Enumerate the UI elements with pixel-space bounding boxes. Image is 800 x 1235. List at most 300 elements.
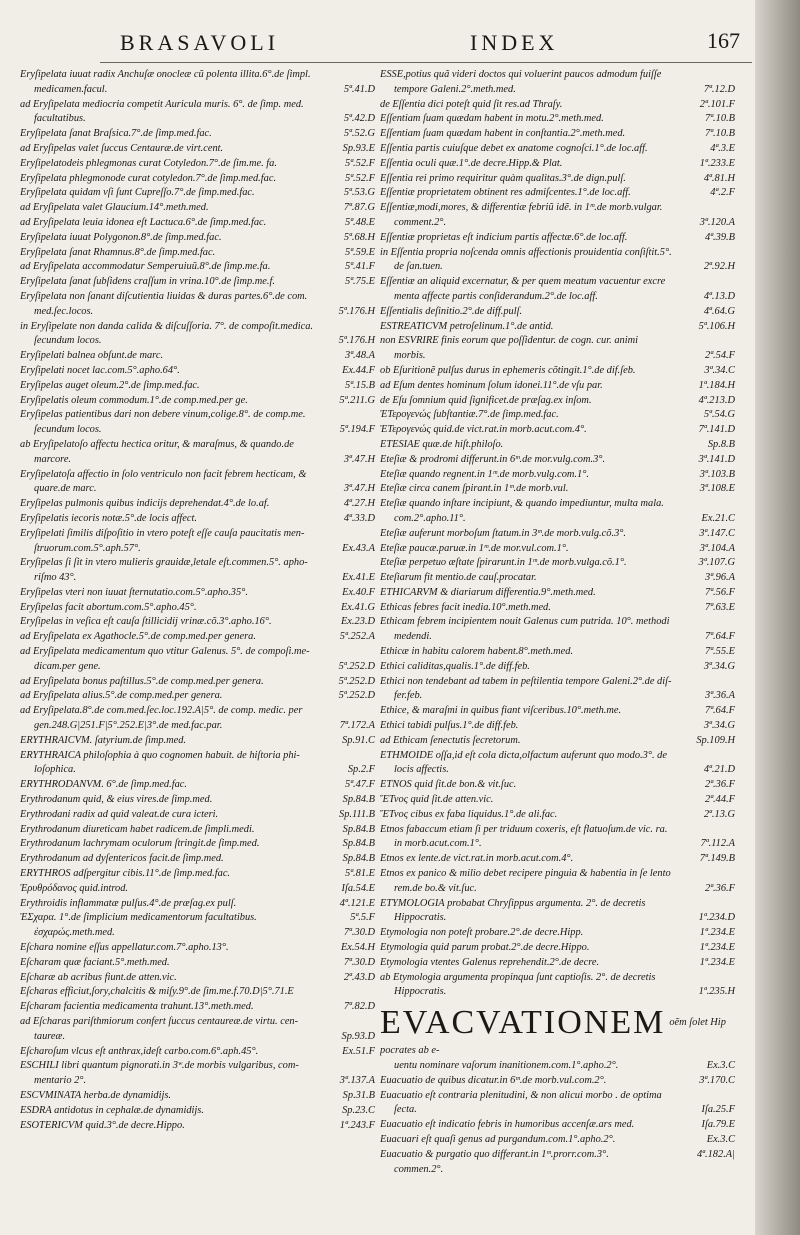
- index-entry: [380, 793, 735, 808]
- index-entry: [20, 837, 375, 852]
- index-entry-reference: 2ª.44.F: [705, 794, 735, 806]
- index-entry-text: facultatibus.: [34, 113, 86, 125]
- header-title: INDEX: [470, 30, 559, 55]
- index-entry: [380, 379, 735, 394]
- index-entry: [380, 408, 735, 423]
- index-entry-text: Eſchara nomine eſſus appellatur.com.7°.apho.13°.: [20, 942, 229, 954]
- index-entry: [380, 142, 735, 157]
- index-entry-reference: 7ª.10.B: [705, 113, 735, 125]
- index-entry-reference: Sp.8.B: [707, 438, 735, 450]
- index-entry: [20, 882, 375, 897]
- index-entry-text: Eſcharas efficiut,ſory,chalcitis & miſy.9°.de ſim.me.f.70.D|5°.71.E: [20, 986, 294, 998]
- index-entry: [20, 808, 375, 823]
- index-entry-text: de ſan.tuen.: [394, 261, 443, 273]
- index-entry: [380, 290, 735, 305]
- index-entry-reference: 5ª.5.F: [350, 912, 375, 924]
- index-entry-text: Ethicas febres facit inedia.10°.meth.med.: [380, 601, 551, 613]
- index-entry-text: ad Eryſipelata accommodatur Semperuiuũ.8°.de ſimp.me.fa.: [20, 261, 271, 273]
- index-entry: [380, 334, 735, 349]
- index-entry-text: ἜΤνος cibus ex faba liquidus.1°.de ali.fac.: [380, 808, 558, 820]
- index-entry-reference: 4ª.2.F: [710, 187, 735, 199]
- index-entry-text: Eſſentiæ,modi,mores, & differentiæ febriũ idẽ. in 1ᵐ.de morb.vulgar.: [380, 202, 663, 214]
- index-entry: [380, 98, 735, 113]
- index-entry: [20, 497, 375, 512]
- index-entry-reference: 3ª.108.E: [699, 483, 735, 495]
- index-entry-text: Etnos fabaccum etiam ſi per triduum coxeris, eſt flatuoſum.de vic. ra.: [380, 823, 668, 835]
- index-entry-reference: 4ª.39.B: [705, 231, 735, 243]
- index-entry-reference: 5ª.52.F: [345, 157, 375, 169]
- index-entry-reference: Ex.3.C: [706, 1060, 735, 1071]
- index-entry-text: ETNOS quid ſit.de bon.& vit.ſuc.: [380, 779, 517, 791]
- index-entry-text: Eſſentia partis cuiuſque debet ex anatome cognoſci.1°.de loc.aff.: [380, 142, 648, 154]
- index-entry-reference: 5ª.252.D: [338, 675, 375, 687]
- index-entry-reference: Ex.41.E: [342, 572, 375, 584]
- index-entry: [20, 157, 375, 172]
- index-entry-text: Eryſipelati balnea obſunt.de marc.: [20, 350, 164, 362]
- index-entry-reference: 2ª.13.G: [703, 808, 735, 820]
- index-entry-text: ESSE,potius quã videri doctos qui voluerint paucos admodum fuiſſe: [380, 69, 662, 80]
- index-entry-reference: Sp.84.B: [342, 838, 375, 850]
- index-entry: [380, 630, 735, 645]
- index-entry-reference: 7ª.63.E: [705, 601, 735, 613]
- index-entry-text: Eryſipelata ſanat ſubſidens craſſum in vrina.10°.de ſimp.me.f.: [20, 276, 275, 288]
- index-entry: [20, 334, 375, 349]
- index-entry-text: ſecta.: [394, 1104, 417, 1116]
- index-entry-text: Eryſipelata quidam vſi ſunt Cupreſſo.7°.de ſimp.med.fac.: [20, 187, 255, 199]
- index-entry-reference: 1ª.233.E: [699, 157, 735, 169]
- index-entry-text: med.ſec.locos.: [34, 305, 94, 317]
- index-entry-reference: 7ª.30.D: [343, 927, 375, 939]
- index-entry-reference: 7ª.30.D: [343, 956, 375, 968]
- right-column: [380, 68, 735, 1177]
- index-entry-reference: 5ª.52.F: [345, 172, 375, 184]
- index-entry-reference: 7ª.82.D: [343, 1001, 375, 1013]
- index-entry-reference: 1ª.243.F: [339, 1119, 375, 1131]
- index-entry: [380, 216, 735, 231]
- index-entry-reference: 5ª.42.D: [343, 113, 375, 125]
- index-entry: [380, 1059, 735, 1074]
- index-entry-text: in Eryſipelate non danda calida & diſcuſſoria. 7°. de compoſit.medica.: [20, 320, 314, 332]
- index-entry: [380, 601, 735, 616]
- section-heading-word: EVACVATIONEM: [380, 1004, 666, 1042]
- index-entry-reference: Sp.31.B: [342, 1089, 375, 1101]
- index-entry-reference: Sp.23.C: [342, 1104, 375, 1116]
- index-entry-text: ἘΤερογενώς quid.de vict.rat.in morb.acut.com.4°.: [380, 424, 587, 436]
- index-entry: [20, 142, 375, 157]
- index-entry: [20, 763, 375, 778]
- index-entry-reference: Iſa.25.F: [701, 1104, 735, 1116]
- index-entry-text: ESCVMINATA herba.de dynamidijs.: [20, 1089, 172, 1101]
- index-entry-reference: 7ª.172.A: [339, 720, 375, 732]
- index-entry: [380, 985, 735, 1000]
- index-entry-text: ad Ethicam ſenectutis ſecretorum.: [380, 734, 521, 746]
- index-entry-text: Eryſipelas ſi ſit in vtero mulieris grauidæ,letale eſt.commen.5°. apho-: [20, 557, 308, 569]
- index-entry-text: Euacuari eſt quaſi genus ad purgandum.com.1°.apho.2°.: [380, 1133, 616, 1145]
- index-entry-reference: 7ª.64.F: [705, 631, 735, 643]
- index-entry-reference: Sp.93.E: [342, 142, 375, 154]
- index-entry-reference: Sp.84.B: [342, 853, 375, 865]
- index-entry-reference: 7ª.10.B: [705, 128, 735, 140]
- index-entry: [20, 468, 375, 483]
- index-entry: [380, 571, 735, 586]
- index-entry: [380, 542, 735, 557]
- index-entry-reference: 4ª.3.E: [710, 142, 735, 154]
- index-entry-text: ERYTHRAICA philoſophia à quo cognomen habuit. de hiſtoria phi-: [20, 749, 300, 761]
- right-column-tail: [380, 1044, 735, 1177]
- index-entry: [20, 527, 375, 542]
- index-entry-reference: Sp.84.B: [342, 823, 375, 835]
- index-entry: [20, 364, 375, 379]
- index-entry-reference: 1ª.184.H: [698, 379, 735, 391]
- index-entry: [380, 468, 735, 483]
- index-entry: [20, 275, 375, 290]
- index-entry: [20, 438, 375, 453]
- index-entry-reference: 2ª.36.F: [705, 779, 735, 791]
- index-entry-text: mentario 2°.: [34, 1075, 87, 1087]
- index-entry-reference: Sp.109.H: [696, 734, 735, 746]
- index-entry-text: ESOTERICVM quid.3°.de decre.Hippo.: [20, 1119, 185, 1131]
- index-entry-reference: 3ª.120.A: [699, 216, 735, 228]
- index-entry-reference: 5ª.48.E: [345, 216, 375, 228]
- index-entry-reference: Sp.111.B: [339, 808, 375, 820]
- index-entry-text: Eſcharæ ab acribus fiunt.de atten.vic.: [20, 971, 177, 983]
- index-entry: [20, 305, 375, 320]
- index-entry-reference: Ex.40.F: [342, 586, 375, 598]
- index-entry-text: Eryſipelata ſanat Braſsica.7°.de ſimp.med.fac.: [20, 128, 212, 140]
- index-entry: [20, 793, 375, 808]
- index-entry: [380, 749, 735, 764]
- index-entry-text: Eteſiarum fit mentio.de cauſ.procatar.: [380, 572, 537, 584]
- index-entry-text: Eſſentiæ proprietas eſt indicium partis affectæ.6°.de loc.aff.: [380, 231, 628, 243]
- index-entry-text: Erythrodanum ad dyſentericos facit.de ſimp.med.: [20, 853, 224, 865]
- index-entry-text: Eſſentia oculi quæ.1°.de decre.Hipp.& Plat.: [380, 157, 563, 169]
- index-entry-text: ad Eryſipelata mediocria competit Auricula muris. 6°. de ſimp. med.: [20, 98, 304, 110]
- page-number: 167: [707, 28, 740, 53]
- index-entry: [380, 956, 735, 971]
- index-entry: [20, 1119, 375, 1134]
- index-entry-text: Ethici caliditas,qualis.1°.de diff.feb.: [380, 660, 530, 672]
- index-entry-text: Eſſentiæ proprietatem obtinent res admiſcentes.1°.de loc.aff.: [380, 187, 631, 199]
- index-entry: [20, 601, 375, 616]
- running-header: [100, 30, 750, 60]
- index-entry-reference: 4ª.182.A|: [696, 1148, 735, 1160]
- index-entry: [20, 98, 375, 113]
- index-entry: [380, 645, 735, 660]
- index-entry: [380, 660, 735, 675]
- index-entry: [380, 320, 735, 335]
- index-entry-reference: 5ª.54.G: [703, 409, 735, 421]
- index-entry-text: Eryſipelatis iecoris notæ.5°.de locis affect.: [20, 512, 198, 524]
- index-entry: [380, 438, 735, 453]
- index-entry: [380, 260, 735, 275]
- index-entry-reference: Ex.23.D: [340, 616, 375, 628]
- index-entry: [380, 778, 735, 793]
- index-entry-text: commen.2°.: [394, 1163, 444, 1175]
- index-entry-text: Euacuatio de quibus dicatur.in 6ᵐ.de morb.vul.com.2°.: [380, 1074, 607, 1086]
- index-entry-text: Eryſipelata ſanat Rhamnus.8°.de ſimp.med.fac.: [20, 246, 216, 258]
- index-entry: [380, 689, 735, 704]
- index-entry: [380, 172, 735, 187]
- index-entry-text: Eryſipelata non ſanant diſcutientia liuidas & duras partes.6°.de com.: [20, 290, 308, 302]
- index-entry-reference: 2ª.43.D: [343, 971, 375, 983]
- index-entry-reference: Ex.51.F: [342, 1045, 375, 1057]
- index-entry: [20, 246, 375, 261]
- index-entry-text: ERYTHROS adſpergitur cibis.11°.de ſimp.med.fac.: [20, 868, 231, 880]
- index-entry: [20, 556, 375, 571]
- index-entry-reference: 3ª.34.C: [704, 364, 735, 376]
- index-entry: [380, 808, 735, 823]
- header-rule: [100, 62, 752, 63]
- index-entry-text: Ethici tabidi pulſus.1°.de diff.feb.: [380, 720, 519, 732]
- index-entry-reference: 2ª.54.F: [705, 350, 735, 362]
- index-entry-reference: 3ª.47.H: [343, 483, 375, 495]
- index-entry: [20, 1074, 375, 1089]
- index-entry: [380, 897, 735, 912]
- index-entry-text: rem.de bo.& vit.ſuc.: [394, 882, 477, 894]
- index-entry: [380, 201, 735, 216]
- index-entry-reference: 1ª.234.E: [699, 927, 735, 939]
- index-entry-text: tempore Galeni.2°.meth.med.: [394, 83, 516, 95]
- index-entry-reference: Ex.44.F: [342, 364, 375, 376]
- index-entry-reference: 3ª.96.A: [705, 572, 735, 584]
- index-entry: [380, 586, 735, 601]
- index-entry: [20, 926, 375, 941]
- index-entry-text: Eryſipelatodeis phlegmonas curat Cotyledon.7°.de ſim.me. fa.: [20, 157, 277, 169]
- index-entry-reference: 5ª.41.F: [345, 261, 375, 273]
- index-entry-text: Eſcharam quæ faciant.5°.meth.med.: [20, 956, 170, 968]
- index-entry-reference: 7ª.64.F: [705, 705, 735, 717]
- index-entry: [20, 971, 375, 986]
- index-entry-text: Eſſentia rei primo requiritur quàm qualitas.3°.de dign.pulſ.: [380, 172, 626, 184]
- index-entry-text: ad Eryſipelata bonus paſtillus.5°.de comp.med.per genera.: [20, 675, 264, 687]
- index-entry-text: Eryſipelas facit abortum.com.5°.apho.45°.: [20, 601, 197, 613]
- index-entry: [380, 852, 735, 867]
- index-entry-text: Eryſipelati ſimilis diſpoſitio in vtero poteſt eſſe cauſa paucitatis men-: [20, 527, 305, 539]
- index-entry: [20, 630, 375, 645]
- index-entry: [380, 349, 735, 364]
- index-entry: [20, 68, 375, 83]
- index-entry-reference: 7ª.87.G: [343, 202, 375, 214]
- index-entry-text: Erythrodani radix ad quid valeat.de cura icteri.: [20, 808, 219, 820]
- index-entry: [380, 867, 735, 882]
- index-entry: [380, 1074, 735, 1089]
- index-entry-text: Eteſiæ & prodromi differunt.in 6ᵐ.de mor.vulg.com.3°.: [380, 453, 606, 465]
- index-entry: [20, 660, 375, 675]
- index-entry-text: gen.248.G|251.F|5°.252.E|3°.de med.fac.par.: [34, 720, 223, 732]
- index-entry-text: Erythrodanum quid, & eius vires.de ſimp.med.: [20, 794, 213, 806]
- index-entry-text: Eryſipelatoſa affectio in ſolo ventriculo non facit febrem hecticam, &: [20, 468, 307, 480]
- index-entry-reference: Sp.2.F: [347, 764, 375, 776]
- index-entry-reference: 4ª.13.D: [703, 290, 735, 302]
- index-entry-text: Eryſipelas patientibus dari non debere vinum,colige.8°. de comp.me.: [20, 409, 306, 421]
- index-entry-reference: 3ª.147.C: [699, 527, 735, 539]
- index-entry-reference: 3ª.34.G: [703, 720, 735, 732]
- index-entry: [380, 615, 735, 630]
- index-entry-text: ad Eryſipelata valet Glaucium.14°.meth.med.: [20, 202, 209, 214]
- index-entry-reference: 3ª.104.A: [699, 542, 735, 554]
- index-entry-reference: 2ª.36.F: [705, 882, 735, 894]
- index-entry-text: Eryſipelati nocet lac.com.5°.apho.64°.: [20, 364, 180, 376]
- index-entry-text: Eryſipelata phlegmonode curat cotyledon.7°.de ſimp.med.fac.: [20, 172, 277, 184]
- index-entry-reference: Iſa.54.E: [341, 882, 375, 894]
- index-entry-reference: 5ª.252.D: [338, 690, 375, 702]
- index-entry: [380, 675, 735, 690]
- index-entry: [20, 956, 375, 971]
- index-entry-text: ad Eryſipelata leuia idonea eſt Lactuca.6°.de ſimp.med.fac.: [20, 216, 267, 228]
- index-entry: [20, 231, 375, 246]
- index-entry-text: Ethice, & maraſmi in quibus fiant viſceribus.10°.meth.me.: [380, 705, 622, 717]
- index-entry-reference: 5ª.176.H: [338, 335, 375, 347]
- index-entry: [380, 941, 735, 956]
- index-entry: [20, 867, 375, 882]
- index-entry-text: ETESIAE quæ.de hiſt.philoſo.: [380, 438, 504, 450]
- index-entry-text: Ethici non tendebant ad tabem in peſtilentia tempore Galeni.2°.de diſ-: [380, 675, 672, 687]
- index-entry: [20, 823, 375, 838]
- index-entry-text: Eſſentiæ an aliquid excernatur, & per quem meatum vacuentur excre: [380, 276, 666, 288]
- index-entry-text: medicamen.facul.: [34, 83, 108, 95]
- index-entry-text: uentu nominare vaſorum inanitionem.com.1°.apho.2°.: [394, 1060, 619, 1071]
- index-entry-text: Erythrodanum lachrymam oculorum ſtringit.de ſimp.med.: [20, 838, 260, 850]
- index-entry: [20, 689, 375, 704]
- index-entry: [380, 186, 735, 201]
- index-entry-text: medendi.: [394, 631, 432, 643]
- index-entry: [20, 1015, 375, 1030]
- index-entry-reference: Sp.84.B: [342, 794, 375, 806]
- index-entry-text: Etymologia quid parum probat.2°.de decre.Hippo.: [380, 942, 590, 954]
- index-entry: [380, 1163, 735, 1178]
- index-entry-reference: 3ª.170.C: [699, 1074, 735, 1086]
- index-entry: [380, 704, 735, 719]
- index-entry-text: Euacuatio eſt indicatio febris in humoribus accenſæ.ars med.: [380, 1119, 635, 1131]
- index-entry-text: ἘΤερογενώς ſubſtantiæ.7°.de ſimp.med.fac.: [380, 409, 559, 421]
- index-entry: [380, 497, 735, 512]
- index-entry-text: Eteſiæ circa canem ſpirant.in 1ᵐ.de morb.vul.: [380, 483, 569, 495]
- index-entry: [380, 734, 735, 749]
- index-entry: [380, 512, 735, 527]
- index-entry-reference: 4ª.213.D: [698, 394, 735, 406]
- index-entry: [380, 453, 735, 468]
- index-entry: [380, 1103, 735, 1118]
- index-entry-text: Ethicæ in habitu calorem habent.8°.meth.med.: [380, 646, 574, 658]
- index-entry-reference: 4ª.121.E: [339, 897, 375, 909]
- index-entry-text: comment.2°.: [394, 216, 447, 228]
- index-entry: [20, 675, 375, 690]
- index-entry-text: marcore.: [34, 453, 72, 465]
- index-entry: [20, 615, 375, 630]
- index-entry: [20, 83, 375, 98]
- index-entry-reference: 7ª.56.F: [705, 586, 735, 598]
- index-entry-text: Etnos ex lente.de vict.rat.in morb.acut.com.4°.: [380, 853, 574, 865]
- index-entry: [20, 394, 375, 409]
- index-entry-reference: 4ª.27.H: [343, 498, 375, 510]
- index-entry-text: ab Eryſipelatoſo affectu hectica oritur, & maraſmus, & quando.de: [20, 438, 294, 450]
- index-entry-text: ad Eſum dentes hominum ſolum idonei.11°.de vſu par.: [380, 379, 603, 391]
- index-entry-text: ERYTHRODANVM. 6°.de ſimp.med.fac.: [20, 779, 188, 791]
- index-entry: [380, 1118, 735, 1133]
- index-entry-reference: 5ª.211.G: [339, 394, 375, 406]
- index-entry: [20, 379, 375, 394]
- index-entry: [380, 423, 735, 438]
- index-entry: [20, 719, 375, 734]
- index-entry-text: Eteſiæ quando regnent.in 1ᵐ.de morb.vulg.com.1°.: [380, 468, 589, 480]
- index-entry-text: ad Eſcharas pariſthmiorum confert ſuccus centaureæ.de virtu. cen-: [20, 1016, 299, 1027]
- index-entry-text: ob Eſuritionẽ pulſus durus in ephemeris cõtingit.1°.de dif.ſeb.: [380, 364, 636, 376]
- index-entry-reference: Ex.41.G: [340, 601, 375, 613]
- index-entry-reference: 2ª.101.F: [699, 98, 735, 110]
- index-entry-text: Eryſipelas auget oleum.2°.de ſimp.med.fac.: [20, 379, 200, 391]
- index-entry-reference: 5ª.52.G: [343, 128, 375, 140]
- index-entry-text: Eſcharam facientia medicamenta trahunt.13°.meth.med.: [20, 1001, 254, 1013]
- index-entry-reference: 3ª.141.D: [698, 453, 735, 465]
- index-entry: [380, 763, 735, 778]
- index-entry: [20, 704, 375, 719]
- index-entry: [20, 290, 375, 305]
- index-entry-text: Euacuatio eſt contraria plenitudini, & non alicui morbo . de optima: [380, 1089, 662, 1101]
- index-entry: [20, 172, 375, 187]
- index-entry: [20, 349, 375, 364]
- index-entry-reference: 5ª.176.H: [338, 305, 375, 317]
- index-entry-reference: 7ª.141.D: [698, 424, 735, 436]
- index-entry: [20, 320, 375, 335]
- index-entry: [380, 482, 735, 497]
- index-entry-reference: 3ª.107.G: [698, 557, 735, 569]
- index-entry-text: in morb.acut.com.1°.: [394, 838, 482, 850]
- index-entry-reference: 5ª.252.A: [339, 631, 375, 643]
- index-entry-text: locis affectis.: [394, 764, 449, 776]
- index-entry-text: Erythroidis inflammatæ pulſus.4°.de præſag.ex pulſ.: [20, 897, 237, 909]
- index-entry-text: Eryſipelas vteri non iuuat ſternutatio.com.5°.apho.35°.: [20, 586, 248, 598]
- index-entry-text: Eſcharoſum vlcus eſt anthrax,ideſt carbo.com.6°.aph.45°.: [20, 1045, 259, 1057]
- index-entry-reference: 5ª.15.B: [345, 379, 375, 391]
- index-entry-text: Eſſentialis deſinitio.2°.de diff.pulſ.: [380, 305, 523, 317]
- index-entry: [380, 305, 735, 320]
- index-entry-text: Ethicam febrem incipientem nouit Galenus cum putrida. 10°. methodi: [380, 616, 670, 628]
- index-entry-reference: 3ª.137.A: [339, 1075, 375, 1087]
- index-entry-text: ἐσχαρώς.meth.med.: [34, 927, 115, 939]
- index-entry-text: Eſſentiam ſuam quædam habent in conſtantia.2°.meth.med.: [380, 128, 626, 140]
- index-entry-text: riſmo 43°.: [34, 572, 77, 584]
- index-entry-text: ETHMOIDE oſſa,id eſt cola dicta,olfactum auferunt quo modo.3°. de: [380, 749, 667, 761]
- index-entry-reference: 4ª.33.D: [343, 512, 375, 524]
- index-entry: [380, 1089, 735, 1104]
- index-entry-text: ESCHILI libri quantum pignorati.in 3ʷ.de morbis vulgaribus, com-: [20, 1060, 299, 1072]
- index-entry: [20, 542, 375, 557]
- index-entry-text: Eryſipelata iuuat Polygonon.8°.de ſimp.med.fac.: [20, 231, 222, 243]
- index-entry-text: quare.de marc.: [34, 483, 97, 495]
- index-entry: [20, 1045, 375, 1060]
- index-entry-text: ad Eryſipelata alius.5°.de comp.med.per genera.: [20, 690, 223, 702]
- index-entry-text: ἜΤνος quid ſit.de atten.vic.: [380, 794, 494, 806]
- index-entry-text: Etymologia vtentes Galenus reprehendit.2°.de decre.: [380, 956, 600, 968]
- index-entry-text: fer.feb.: [394, 690, 423, 702]
- index-entry-text: dicam.per gene.: [34, 660, 101, 672]
- index-entry: [20, 1030, 375, 1045]
- index-entry-reference: 3ª.36.A: [705, 690, 735, 702]
- index-entry-text: Erythrodanum diureticam habet radicem.de ſimpli.medi.: [20, 823, 255, 835]
- index-entry-reference: 5ª.47.F: [345, 779, 375, 791]
- index-entry-text: ad Eryſipelata.8°.de com.med.ſec.loc.192.A|5°. de comp. medic. per: [20, 705, 303, 717]
- index-entry-reference: Ex.54.H: [340, 942, 375, 954]
- section-heading: [380, 1004, 735, 1042]
- index-entry: [380, 882, 735, 897]
- index-entry-text: ſecundum locos.: [34, 424, 102, 436]
- index-entry-reference: 1ª.234.E: [699, 942, 735, 954]
- index-entry-text: ESTREATICVM petroſelinum.1°.de antid.: [380, 320, 554, 332]
- index-entry-text: Etnos ex panico & milio debet recipere pinguia & habentia in ſe lento: [380, 868, 671, 880]
- index-entry-text: Eryſipelas in veſica eſt cauſa ſtillicidij vrinæ.cõ.3°.apho.16°.: [20, 616, 272, 628]
- index-entry-reference: 5ª.53.G: [343, 187, 375, 199]
- right-column-entries: [380, 68, 735, 1000]
